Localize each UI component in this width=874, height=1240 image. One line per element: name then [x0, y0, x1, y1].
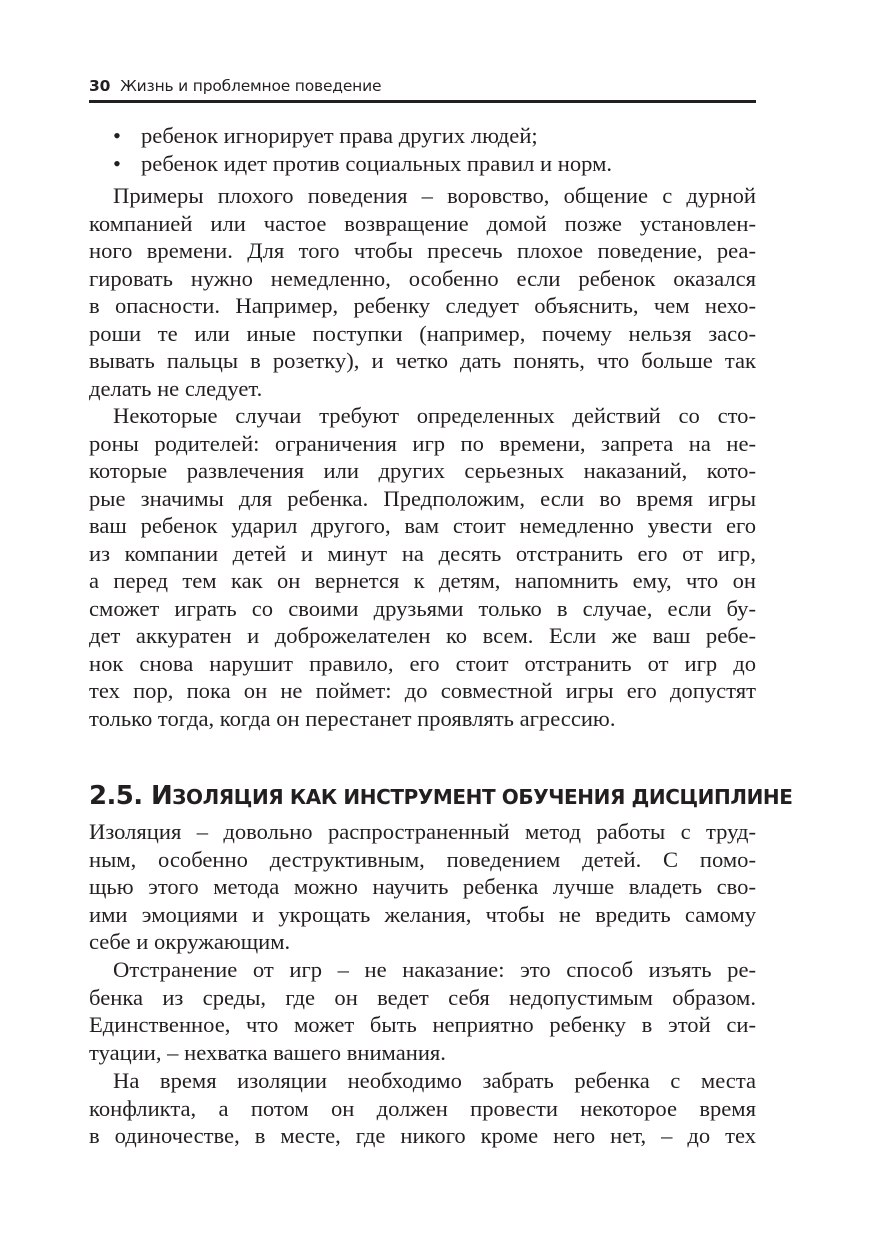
text-line: Изоляция – довольно распространенный метод работы с труд- — [89, 819, 756, 844]
paragraph — [89, 1067, 756, 1150]
text-line: Некоторые случаи требуют определенных действий со сто- — [113, 403, 756, 428]
text-line: себе и окружающим. — [89, 929, 291, 954]
text-line: гировать нужно немедленно, особенно если ребенок оказался — [89, 265, 756, 291]
text-line: в одиночестве, в месте, где никого кроме него нет, – до тех — [89, 1123, 756, 1148]
text-line: роны родителей: ограничения игр по времени, запрета на не- — [89, 430, 756, 456]
text-line: роши те или иные поступки (например, почему нельзя засо- — [89, 320, 756, 346]
header-rule — [89, 100, 756, 103]
text-line: только тогда, когда он перестанет проявлять агрессию. — [89, 705, 616, 731]
text-line: щью этого метода можно научить ребенка лучше владеть сво- — [89, 874, 756, 899]
text-line: сможет играть со своими друзьями только в случае, если бу- — [89, 595, 756, 621]
text-line: Примеры плохого поведения – воровство, общение с дурной — [113, 183, 756, 208]
bullet-icon: • — [113, 123, 121, 148]
text-line: ими эмоциями и укрощать желания, чтобы не вредить самому — [89, 901, 756, 927]
text-line: в опасности. Например, ребенку следует объяснить, чем нехо- — [89, 293, 756, 318]
text-line: На время изоляции необходимо забрать ребенка с места — [113, 1068, 756, 1093]
text-line: ваш ребенок ударил другого, вам стоит немедленно увести его — [89, 513, 756, 538]
text-line: нок снова нарушит правило, его стоит отстранить от игр до — [89, 650, 756, 676]
page-number: 30 — [89, 77, 111, 95]
text-line: конфликта, а потом он должен провести некоторое время — [89, 1095, 756, 1121]
bullet-item: • ребенок игнорирует права других людей; — [113, 123, 538, 148]
text-line: рые значимы для ребенка. Предположим, если во время игры — [89, 485, 756, 511]
running-header — [89, 74, 756, 98]
paragraph — [89, 402, 756, 732]
text-line: бенка из среды, где он ведет себя недопустимым образом. — [89, 984, 756, 1010]
text-line: вывать пальцы в розетку), и четко дать понять, что больше так — [89, 348, 756, 373]
paragraph — [89, 182, 756, 402]
running-title: Жизнь и проблемное поведение — [120, 77, 382, 95]
text-line: Единственное, что может быть неприятно ребенку в этой си- — [89, 1012, 756, 1037]
text-line: делать не следует. — [89, 375, 263, 401]
text-line: тех пор, пока он не поймет: до совместной игры его допустят — [89, 678, 756, 703]
text-line: из компании детей и минут на десять отстранить его от игр, — [89, 540, 756, 566]
text-line: компанией или частое возвращение домой позже установлен- — [89, 210, 756, 236]
text-line: ного времени. Для того чтобы пресечь плохое поведение, реа- — [89, 238, 756, 263]
text-line: Отстранение от игр – не наказание: это способ изъять ре- — [113, 957, 756, 982]
section-title: ИЗОЛЯЦИЯ КАК ИНСТРУМЕНТ ОБУЧЕНИЯ ДИСЦИПЛИНЕ — [151, 781, 793, 811]
text-line: туации, – нехватка вашего внимания. — [89, 1039, 446, 1065]
paragraph — [89, 956, 756, 1066]
section-heading — [89, 776, 793, 817]
bullet-list — [89, 122, 756, 177]
bullet-item: • ребенок идет против социальных правил и норм. — [113, 150, 613, 176]
section-number: 2.5. — [89, 781, 143, 811]
text-line: ным, особенно деструктивным, поведением детей. С помо- — [89, 846, 756, 872]
text-line: а перед тем как он вернется к детям, напомнить ему, что он — [89, 568, 756, 593]
text-line: которые развлечения или других серьезных наказаний, кото- — [89, 458, 756, 483]
bullet-icon: • — [113, 150, 121, 176]
paragraph — [89, 818, 756, 956]
text-line: дет аккуратен и доброжелателен ко всем. Если же ваш ребе- — [89, 623, 756, 648]
